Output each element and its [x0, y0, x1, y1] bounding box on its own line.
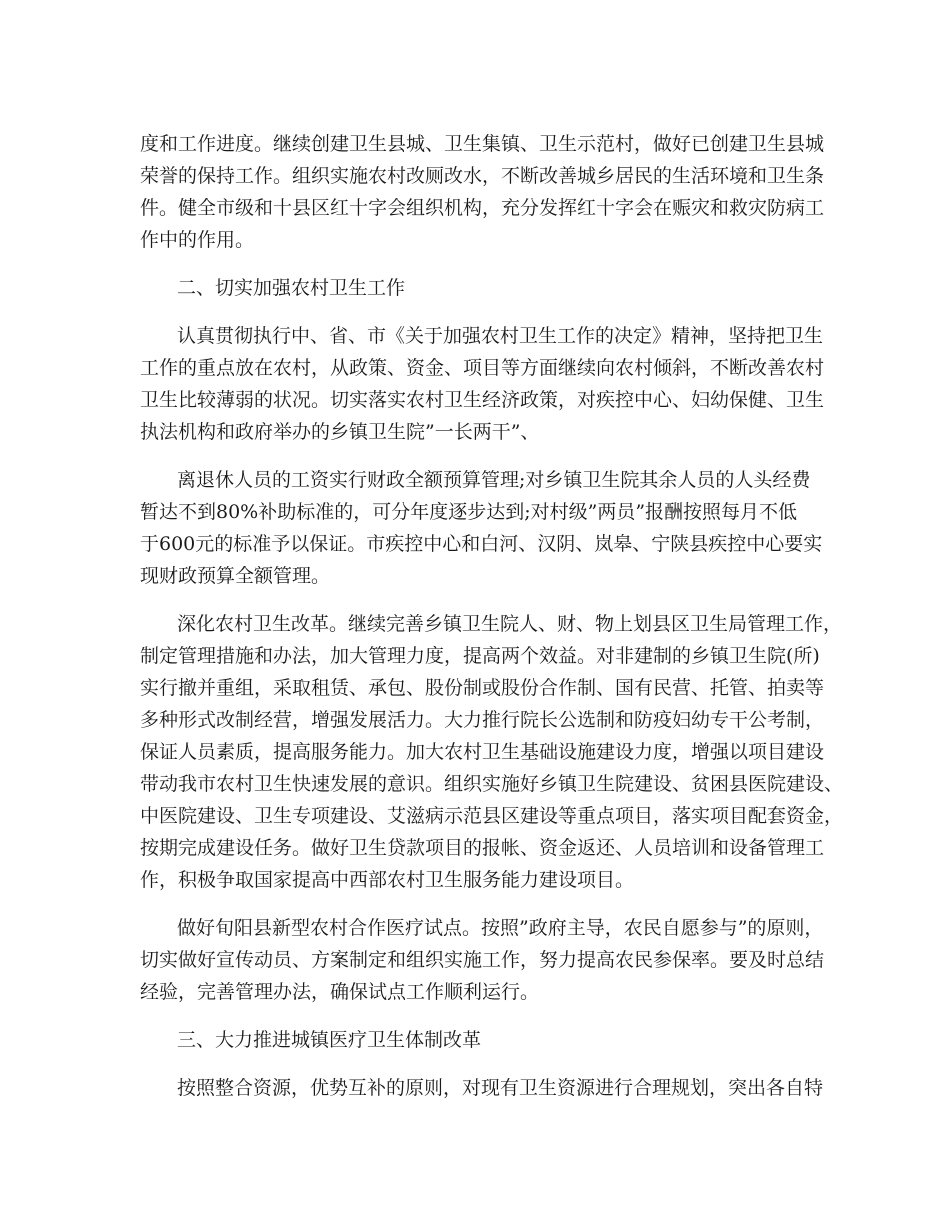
paragraph [140, 1072, 830, 1104]
text-line: 深化农村卫生改革。继续完善乡镇卫生院人、财、物上划县区卫生局管理工作， [177, 613, 843, 635]
document-body [140, 128, 844, 1104]
text-line: 做好旬阳县新型农村合作医疗试点。按照”政府主导，农民自愿参与”的原则， [177, 917, 824, 939]
text-line: 工作的重点放在农村，从政策、资金、项目等方面继续向农村倾斜，不断改善农村 [140, 357, 825, 379]
heading-text: 三、大力推进城镇医疗卫生体制改革 [177, 1029, 482, 1051]
text-line: 于600元的标准予以保证。市疾控中心和白河、汉阴、岚皋、宁陕县疾控中心要实 [140, 533, 823, 555]
text-line: 离退休人员的工资实行财政全额预算管理;对乡镇卫生院其余人员的人头经费 [177, 469, 811, 491]
text-line: 按照整合资源，优势互补的原则，对现有卫生资源进行合理规划，突出各自特 [177, 1077, 824, 1099]
paragraph [140, 464, 830, 592]
text-line: 件。健全市级和十县区红十字会组织机构，充分发挥红十字会在赈灾和救灾防病工 [140, 197, 825, 219]
text-line: 认真贯彻执行中、省、市《关于加强农村卫生工作的决定》精神，坚持把卫生 [177, 325, 824, 347]
text-line: 切实做好宣传动员、方案制定和组织实施工作，努力提高农民参保率。要及时总结 [140, 949, 825, 971]
paragraph [140, 320, 830, 448]
section-heading [140, 1024, 830, 1056]
text-line: 多种形式改制经营，增强发展活力。大力推行院长公选制和防疫妇幼专干公考制， [140, 709, 825, 731]
text-line: 现财政预算全额管理。 [140, 565, 331, 587]
text-line: 按期完成建设任务。做好卫生贷款项目的报帐、资金返还、人员培训和设备管理工 [140, 837, 825, 859]
section-heading [140, 272, 830, 304]
text-line: 作，积极争取国家提高中西部农村卫生服务能力建设项目。 [140, 869, 635, 891]
paragraph [140, 912, 830, 1008]
text-line: 荣誉的保持工作。组织实施农村改厕改水，不断改善城乡居民的生活环境和卫生条 [140, 165, 825, 187]
text-line: 经验，完善管理办法，确保试点工作顺利运行。 [140, 981, 540, 1003]
text-line: 卫生比较薄弱的状况。切实落实农村卫生经济政策，对疾控中心、妇幼保健、卫生 [140, 389, 825, 411]
text-line: 执法机构和政府举办的乡镇卫生院”一长两干”、 [140, 421, 540, 443]
paragraph [140, 608, 844, 896]
text-line: 度和工作进度。继续创建卫生县城、卫生集镇、卫生示范村，做好已创建卫生县城 [140, 133, 825, 155]
text-line: 制定管理措施和办法，加大管理力度，提高两个效益。对非建制的乡镇卫生院(所) [140, 645, 820, 667]
text-line: 中医院建设、卫生专项建设、艾滋病示范县区建设等重点项目，落实项目配套资金， [140, 805, 844, 827]
text-line: 保证人员素质，提高服务能力。加大农村卫生基础设施建设力度，增强以项目建设 [140, 741, 825, 763]
text-line: 实行撤并重组，采取租赁、承包、股份制或股份合作制、国有民营、托管、拍卖等 [140, 677, 825, 699]
text-line: 暂达不到80%补助标准的，可分年度逐步达到;对村级”两员”报酬按照每月不低 [140, 501, 798, 523]
text-line: 带动我市农村卫生快速发展的意识。组织实施好乡镇卫生院建设、贫困县医院建设、 [140, 773, 844, 795]
heading-text: 二、切实加强农村卫生工作 [177, 277, 406, 299]
text-line: 作中的作用。 [140, 229, 255, 251]
paragraph [140, 128, 830, 256]
